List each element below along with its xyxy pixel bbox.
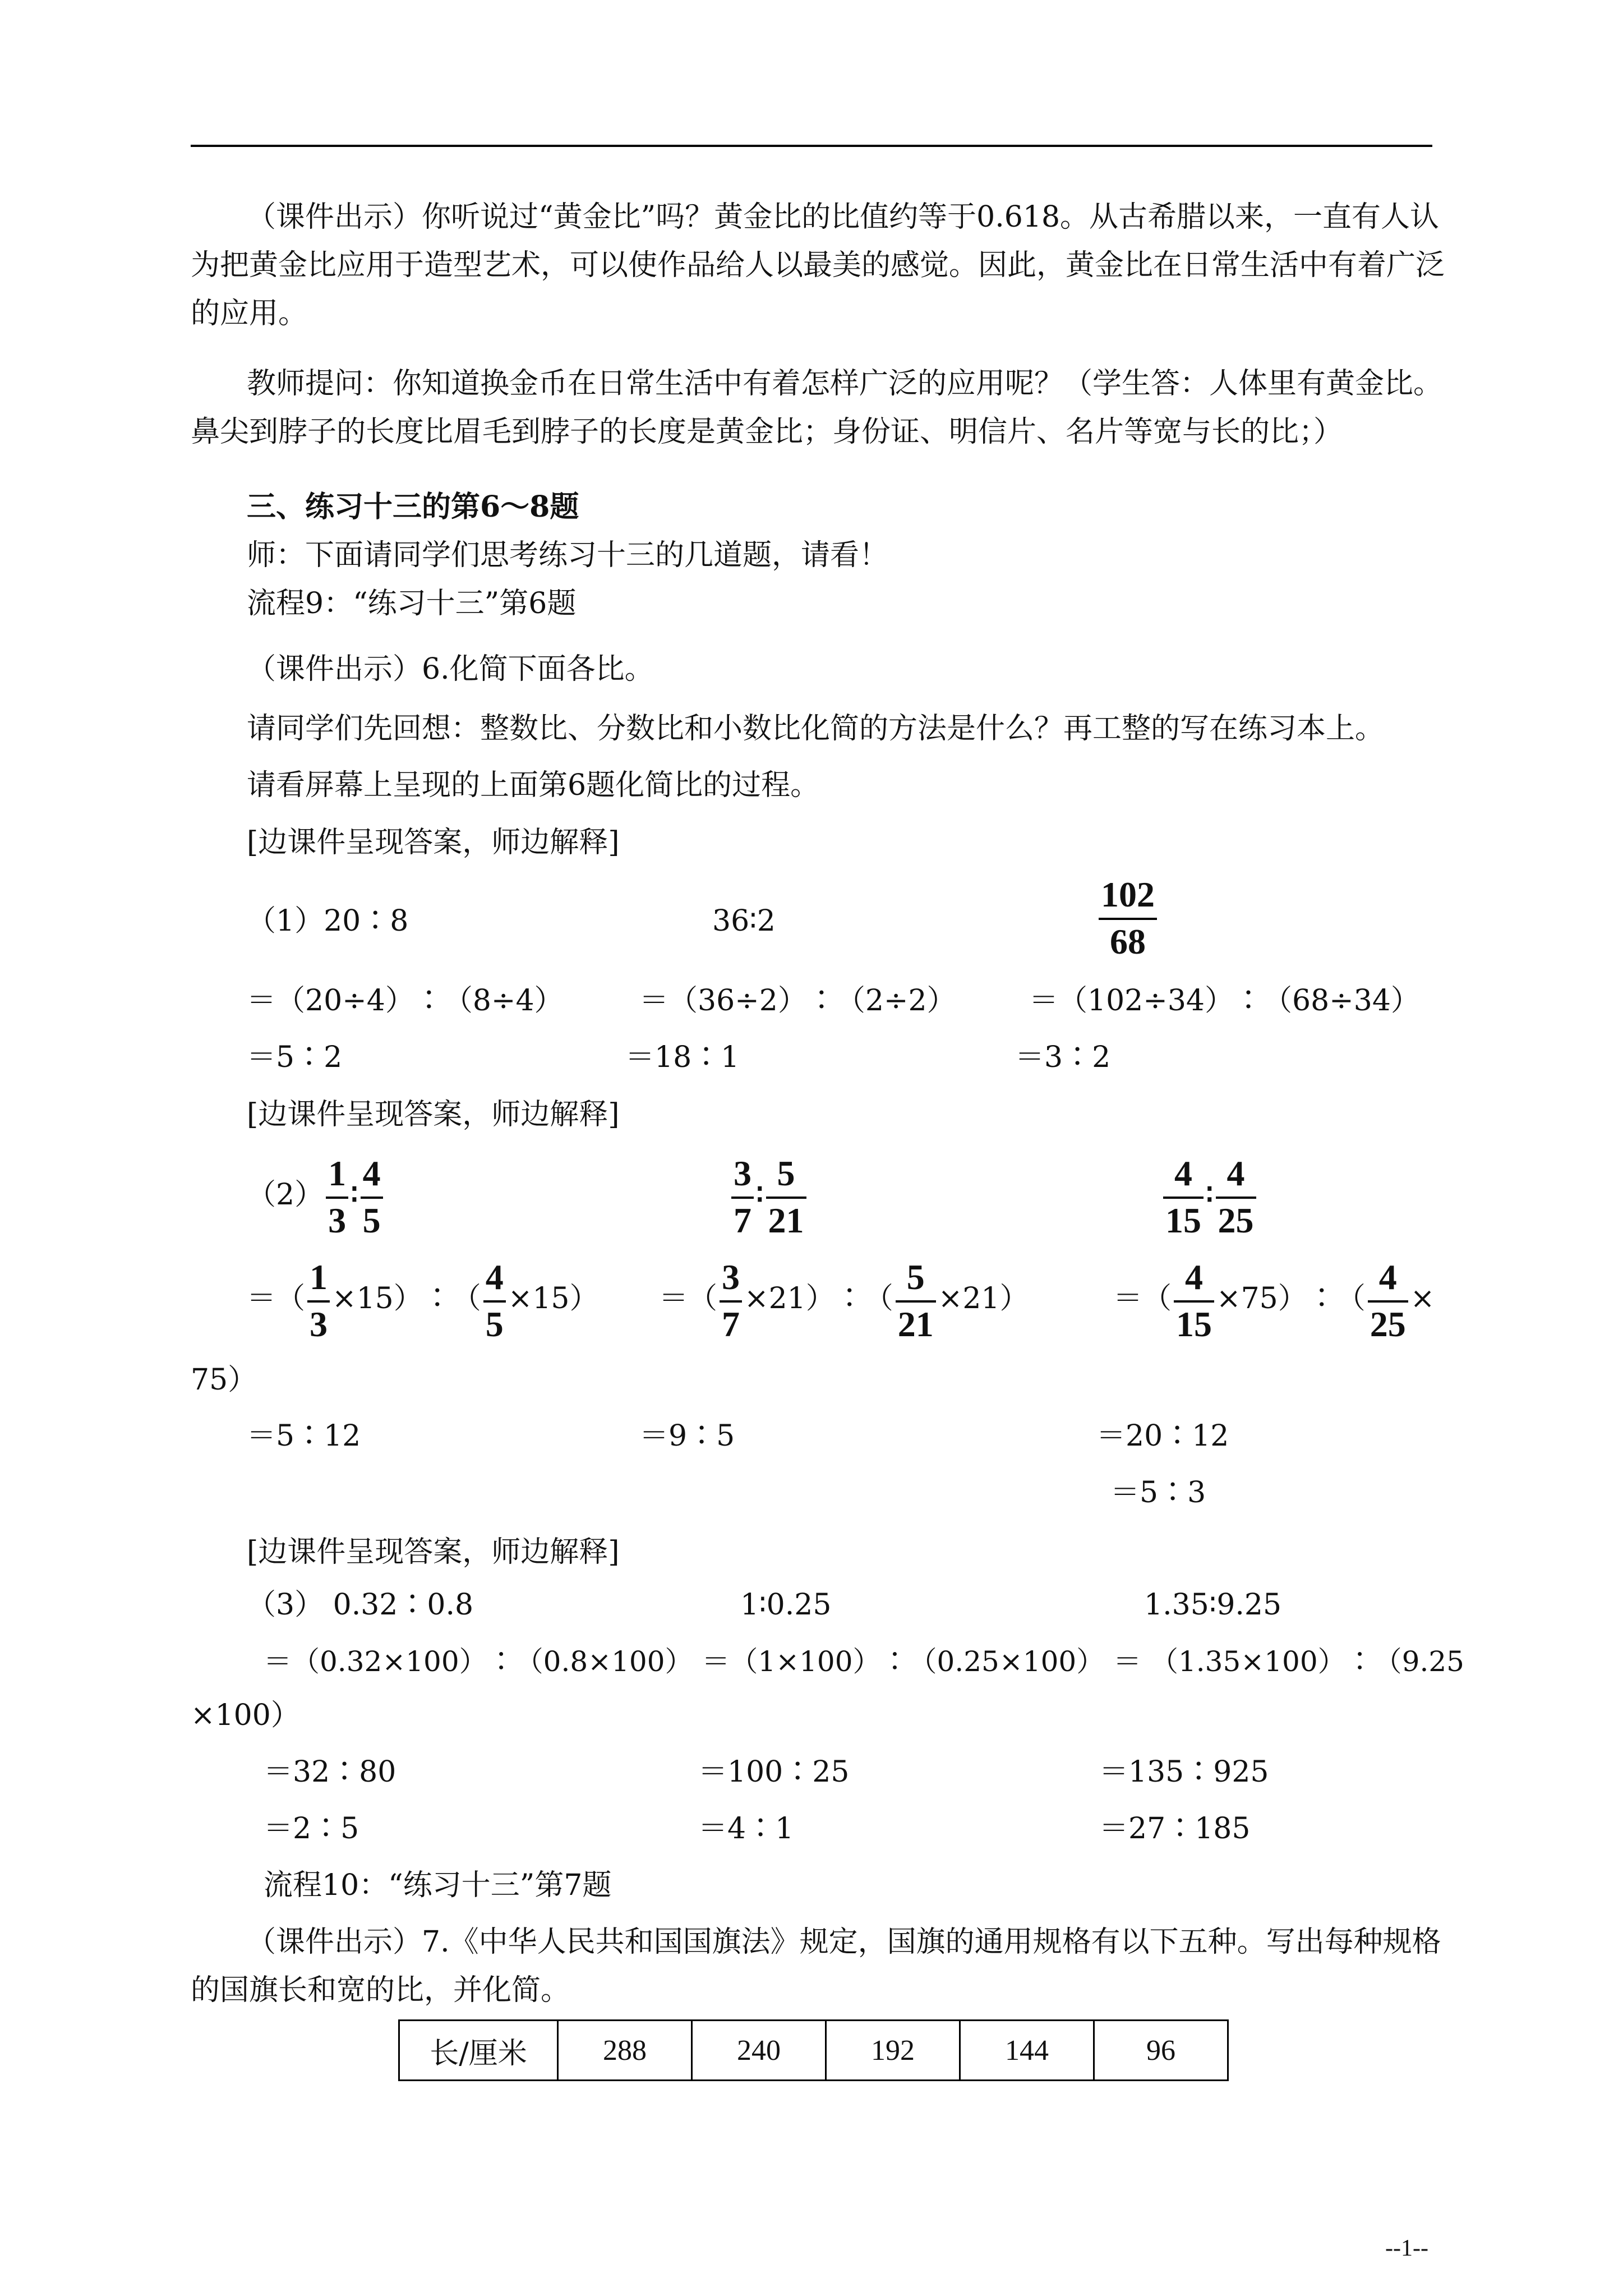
recall-line: 请同学们先回想：整数比、分数比和小数比化简的方法是什么？再工整的写在练习本上。 (247, 712, 1385, 746)
fraction-bar (307, 1300, 330, 1303)
p3-b-result-2: ＝4∶1 (698, 1812, 794, 1846)
p3-a-result-2: ＝2∶5 (264, 1812, 359, 1846)
p2-a-result: ＝5∶12 (247, 1419, 361, 1453)
p1-c-numerator: 102 (1101, 875, 1155, 914)
eq-open: ＝（ (247, 1282, 306, 1315)
frac-denominator: 25 (1370, 1304, 1406, 1344)
p2-b-step (659, 1254, 1029, 1344)
frac-denominator: 7 (734, 1200, 751, 1240)
frac-numerator: 1 (310, 1257, 328, 1297)
ratio-separator: ）∶（ (805, 1282, 893, 1315)
multiplier: ×21 (744, 1282, 806, 1315)
p1-a-step: ＝（20÷4）∶（8÷4） (247, 984, 564, 1018)
question-7-line-2: 的国旗长和宽的比，并化简。 (191, 1973, 570, 2007)
p2-c-ratio (1161, 1150, 1258, 1240)
frac-numerator: 5 (777, 1153, 795, 1193)
p2-b-ratio (729, 1150, 809, 1240)
frac-denominator: 15 (1165, 1200, 1201, 1240)
frac-numerator: 1 (328, 1153, 347, 1193)
ratio-colon: ∶ (351, 1177, 358, 1212)
frac-denominator: 7 (722, 1304, 740, 1344)
frac-denominator: 5 (485, 1304, 504, 1344)
p3-step-wrap: ×100） (191, 1699, 300, 1732)
fraction-bar (483, 1300, 506, 1303)
ratio-separator: ）∶（ (1278, 1282, 1366, 1315)
p2-c-result-1: ＝20∶12 (1096, 1419, 1229, 1453)
flow9-title: 流程9：“练习十三”第6题 (247, 587, 577, 620)
flag-size-table (398, 2019, 1229, 2081)
frac-denominator: 21 (768, 1200, 804, 1240)
multiplier: ×15 (332, 1282, 394, 1315)
fraction-bar (361, 1197, 383, 1199)
frac-denominator: 15 (1176, 1304, 1212, 1344)
p3-c-result-2: ＝27∶185 (1099, 1812, 1251, 1846)
frac-numerator: 5 (906, 1257, 925, 1297)
multiplier: ×21 (938, 1282, 1000, 1315)
p3-b-result-1: ＝100∶25 (698, 1755, 850, 1789)
header-rule (191, 145, 1432, 147)
eq-open: ＝（ (1113, 1282, 1172, 1315)
frac-denominator: 21 (897, 1304, 934, 1344)
p2-c-wrap: 75） (191, 1363, 257, 1397)
explain-note-3: [边课件呈现答案，师边解释] (247, 1535, 620, 1569)
p2-b-result: ＝9∶5 (639, 1419, 735, 1453)
fraction-bar (1099, 918, 1157, 920)
p1-a-label: （1）20∶8 (247, 904, 409, 938)
fraction-bar (1368, 1300, 1408, 1303)
frac-denominator: 3 (328, 1200, 347, 1240)
p1-b-result: ＝18∶1 (625, 1041, 740, 1074)
screen-line: 请看屏幕上呈现的上面第6题化简比的过程。 (247, 769, 820, 802)
frac-numerator: 4 (1185, 1257, 1204, 1297)
intro-line-4: 教师提问：你知道换金币在日常生活中有着怎样广泛的应用呢？（学生答：人体里有黄金比。 (247, 367, 1443, 401)
multiplier-tail: × (1410, 1282, 1435, 1315)
frac-numerator: 4 (485, 1257, 504, 1297)
frac-numerator: 4 (362, 1153, 381, 1193)
frac-denominator: 5 (362, 1200, 381, 1240)
eq-open: ＝（ (659, 1282, 718, 1315)
p2-c-step (1113, 1254, 1435, 1344)
section-heading: 三、练习十三的第6～8题 (247, 490, 579, 524)
p2-a-ratio (247, 1150, 385, 1240)
fraction-bar (896, 1300, 936, 1303)
p3-c-result-1: ＝135∶925 (1099, 1755, 1269, 1789)
intro-line-1: （课件出示）你听说过“黄金比”吗？黄金比的比值约等于0.618。从古希腊以来，一直有人认 (247, 200, 1440, 234)
intro-line-2: 为把黄金比应用于造型艺术，可以使作品给人以最美的感觉。因此，黄金比在日常生活中有着广泛 (191, 249, 1445, 282)
frac-numerator: 4 (1378, 1257, 1397, 1297)
ratio-colon: ∶ (1206, 1177, 1214, 1212)
close-paren: ） (569, 1282, 599, 1315)
p2-c-result-2: ＝5∶3 (1110, 1476, 1206, 1510)
question-6: （课件出示）6.化简下面各比。 (247, 652, 654, 686)
table-header-cell: 长/厘米 (399, 2021, 558, 2081)
p3-b-label: 1∶0.25 (740, 1588, 832, 1622)
multiplier: ×75 (1216, 1282, 1278, 1315)
question-7-line-1: （课件出示）7.《中华人民共和国国旗法》规定，国旗的通用规格有以下五种。写出每种规格 (247, 1925, 1441, 1959)
frac-numerator: 3 (734, 1153, 751, 1193)
p3-a-result-1: ＝32∶80 (264, 1755, 396, 1789)
table-cell: 144 (960, 2021, 1094, 2081)
fraction-bar (720, 1300, 742, 1303)
flow10-title: 流程10：“练习十三”第7题 (264, 1869, 612, 1902)
p1-c-fraction (1096, 875, 1159, 961)
intro-line-3: 的应用。 (191, 297, 308, 330)
p1-c-result: ＝3∶2 (1015, 1041, 1111, 1074)
p1-b-step: ＝（36÷2）∶（2÷2） (639, 984, 956, 1018)
fraction-bar (1216, 1197, 1256, 1199)
close-paren: ） (999, 1282, 1029, 1315)
p2-label: （2） (247, 1178, 324, 1212)
table-cell: 240 (692, 2021, 826, 2081)
page-number: --1-- (1385, 2235, 1428, 2261)
fraction-bar (1163, 1197, 1204, 1199)
frac-numerator: 4 (1174, 1153, 1192, 1193)
teacher-line: 师：下面请同学们思考练习十三的几道题，请看！ (247, 539, 889, 572)
explain-note-1: [边课件呈现答案，师边解释] (247, 826, 620, 859)
frac-denominator: 3 (310, 1304, 328, 1344)
intro-line-5: 鼻尖到脖子的长度比眉毛到脖子的长度是黄金比；身份证、明信片、名片等宽与长的比；） (191, 415, 1343, 449)
fraction-bar (731, 1197, 754, 1199)
frac-numerator: 4 (1227, 1153, 1245, 1193)
p3-a-label: （3） 0.32∶0.8 (247, 1588, 474, 1622)
table-row (399, 2021, 1228, 2081)
ratio-separator: ）∶（ (393, 1282, 481, 1315)
ratio-colon: ∶ (756, 1177, 764, 1212)
p1-c-denominator: 68 (1110, 922, 1146, 961)
p3-c-label: 1.35∶9.25 (1144, 1588, 1282, 1622)
table-cell: 192 (826, 2021, 960, 2081)
fraction-bar (1174, 1300, 1214, 1303)
p1-b-label: 36∶2 (712, 904, 776, 938)
fraction-bar (766, 1197, 806, 1199)
table-cell: 288 (558, 2021, 692, 2081)
frac-numerator: 3 (722, 1257, 740, 1297)
p1-c-step: ＝（102÷34）∶（68÷34） (1029, 984, 1420, 1018)
multiplier: ×15 (508, 1282, 570, 1315)
table-cell: 96 (1094, 2021, 1228, 2081)
fraction-bar (326, 1197, 348, 1199)
p1-a-result: ＝5∶2 (247, 1041, 343, 1074)
p3-step-line: ＝（0.32×100）∶（0.8×100） ＝（1×100）∶（0.25×100） ＝ （1.35×100）∶（9.25 (264, 1645, 1464, 1678)
p2-a-step (247, 1254, 599, 1344)
frac-denominator: 25 (1218, 1200, 1254, 1240)
explain-note-2: [边课件呈现答案，师边解释] (247, 1098, 620, 1131)
